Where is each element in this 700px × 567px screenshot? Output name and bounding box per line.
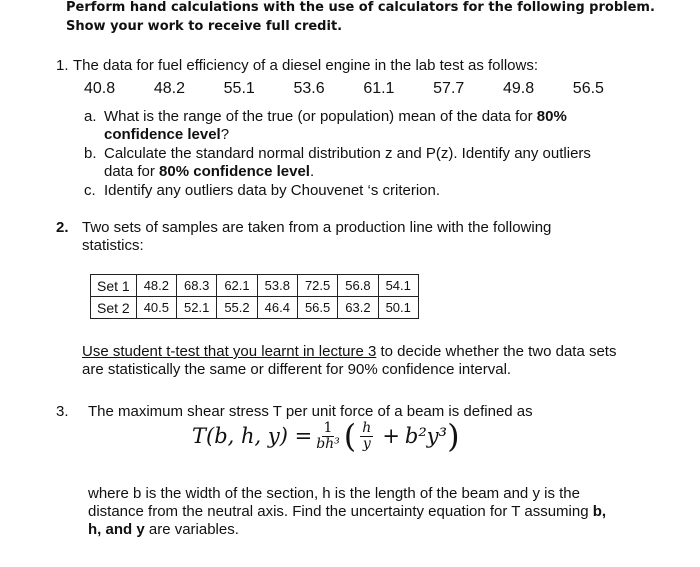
q1-number: 1.	[56, 57, 69, 74]
table-cell: 56.8	[338, 275, 378, 297]
table-cell: 63.2	[338, 297, 378, 319]
instruction-line-1: Perform hand calculations with the use of calculators for the following problem.	[66, 0, 655, 15]
q1-value: 48.2	[153, 80, 185, 97]
table-cell: 52.1	[177, 297, 217, 319]
table-cell: 68.3	[177, 275, 217, 297]
q3-number: 3.	[56, 403, 69, 420]
q1b-bold: 80% confidence level	[159, 163, 310, 180]
q3-desc-bold-hy: h, and y	[88, 521, 145, 538]
q3-desc-2: distance from the neutral axis. Find the uncertainty equation for T assuming	[88, 503, 593, 520]
q1b-letter: b.	[84, 145, 97, 162]
q1a-line-2	[104, 126, 229, 144]
q1-value: 61.1	[363, 80, 395, 97]
formula-lhs: T(b, h, y) =	[192, 424, 313, 448]
q2-instruction-line-1	[82, 343, 616, 361]
q3-desc-line-1: where b is the width of the section, h is the length of the beam and y is the	[88, 485, 580, 502]
q1-value: 56.5	[572, 80, 604, 97]
fraction-2-numerator: h	[362, 419, 372, 436]
q1-value: 49.8	[502, 80, 535, 97]
instruction-line-2: Show your work to receive full credit.	[66, 19, 343, 34]
table-row	[91, 275, 419, 297]
table-cell: 46.4	[257, 297, 297, 319]
formula-term: b²y³	[404, 424, 448, 448]
q1c-text: Identify any outliers data by Chouvenet ‘s criterion.	[104, 182, 441, 199]
table-cell: 55.2	[217, 297, 257, 319]
q3-text: The maximum shear stress T per unit force of a beam is defined as	[88, 403, 533, 420]
table-cell: 53.8	[257, 275, 297, 297]
q1-text: The data for fuel efficiency of a diesel engine in the lab test as follows:	[73, 57, 538, 74]
q2-text-3: to decide whether the two data sets	[376, 343, 617, 360]
q3-desc-3: are variables.	[144, 521, 239, 538]
q1a-bold-confidence: confidence level	[104, 126, 221, 143]
shear-stress-formula	[192, 417, 460, 455]
fraction-2-denominator: y	[362, 435, 371, 452]
q1a-bold-percent: 80%	[536, 108, 567, 125]
table-cell: 54.1	[378, 275, 418, 297]
q1b-end: .	[309, 163, 315, 180]
q3-desc-line-2	[88, 503, 606, 521]
q1-value: 40.8	[84, 80, 116, 97]
q2-text-2: statistics:	[82, 237, 144, 254]
row-label: Set 2	[91, 297, 137, 319]
table-cell: 50.1	[378, 297, 418, 319]
table-cell: 56.5	[297, 297, 337, 319]
q1a-line-1	[104, 108, 567, 126]
samples-table	[90, 274, 419, 319]
table-row	[91, 297, 419, 319]
formula-plus: +	[382, 424, 400, 448]
q1-value: 55.1	[223, 80, 255, 97]
table-cell: 40.5	[136, 297, 176, 319]
fraction-1-denominator: bh³	[316, 435, 340, 452]
q3-desc-line-3	[88, 521, 239, 539]
q1c-letter: c.	[84, 182, 96, 199]
q2-underlined-text: Use student t-test that you learnt in lecture 3	[82, 343, 377, 360]
q1a-end: ?	[220, 126, 230, 143]
table-cell: 62.1	[217, 275, 257, 297]
q1-value: 53.6	[293, 80, 325, 97]
open-paren: (	[343, 417, 357, 455]
table-cell: 48.2	[136, 275, 176, 297]
fraction-1-numerator: 1	[323, 419, 333, 436]
q2-text-1: Two sets of samples are taken from a production line with the following	[82, 219, 552, 236]
formula-fraction-1	[316, 421, 340, 452]
q1a-letter: a.	[84, 108, 97, 125]
table-cell: 72.5	[297, 275, 337, 297]
formula-fraction-2	[360, 421, 373, 452]
row-label: Set 1	[91, 275, 137, 297]
q1a-text: What is the range of the true (or population) mean of the data for	[104, 108, 537, 125]
q1b-line-2	[104, 163, 314, 181]
q1-value: 57.7	[433, 80, 465, 97]
q1b-text: Calculate the standard normal distribution z and P(z). Identify any outliers	[104, 145, 591, 162]
close-paren: )	[447, 417, 460, 455]
q2-instruction-line-2: are statistically the same or different for 90% confidence interval.	[82, 361, 512, 378]
q3-desc-bold-b: b,	[592, 503, 607, 520]
q2-number: 2.	[56, 219, 69, 236]
q1-values	[84, 80, 604, 98]
q1b-text-2: data for	[104, 163, 160, 180]
